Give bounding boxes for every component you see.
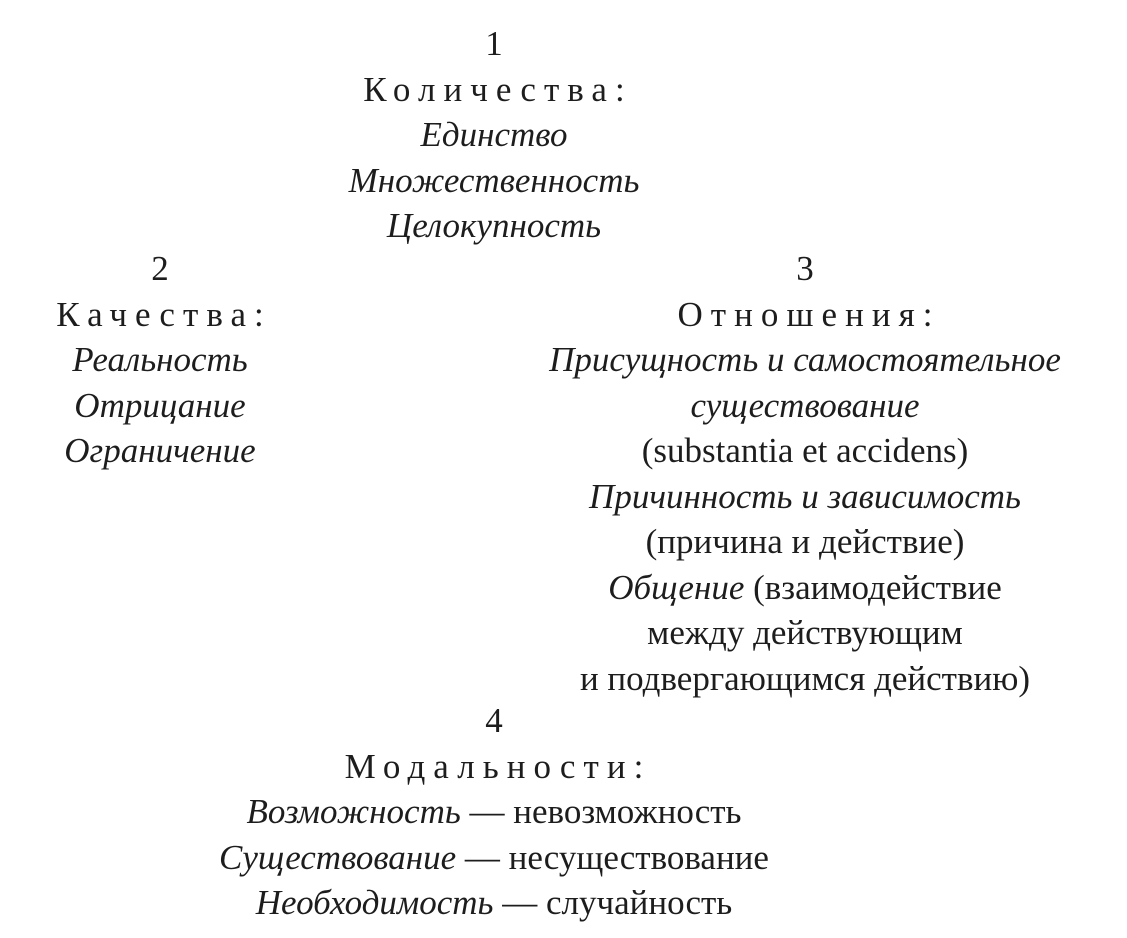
relation-causality-note: (причина и действие) [645, 522, 965, 561]
modality-term: Возможность [246, 792, 461, 831]
quantity-number: 1 [485, 24, 503, 63]
relation-community-note-line3: и подвергающимся действию) [579, 658, 1031, 698]
modality-term: Существование [219, 837, 457, 877]
relation-inherence-line2: существование [690, 385, 920, 425]
quantity-item-unity: Единство [420, 115, 568, 154]
quantity-block [244, 21, 744, 249]
em-dash: — [469, 792, 505, 831]
relation-causality: Причинность и зависимость [589, 476, 1021, 516]
quality-item-reality: Реальность [72, 340, 248, 379]
quantity-item-totality: Целокупность [386, 206, 602, 245]
modality-opposite: невозможность [513, 792, 742, 831]
modality-term: Необходимость [255, 883, 494, 922]
modality-opposite: случайность [546, 883, 733, 922]
relation-heading: Отношения: [677, 294, 941, 334]
em-dash: — [464, 837, 500, 877]
em-dash: — [502, 883, 538, 922]
modality-pair-possibility [194, 789, 794, 835]
modality-pair-necessity [194, 880, 794, 926]
relation-community: Общение [608, 567, 745, 607]
relation-inherence-latin: (substantia et accidens) [641, 431, 969, 470]
relation-inherence-line1: Присущность и самостоятельное [549, 340, 1061, 379]
quality-item-negation: Отрицание [74, 385, 246, 425]
modality-block [194, 698, 794, 926]
quantity-heading: Количества: [363, 69, 633, 109]
quality-heading: Качества: [56, 294, 272, 334]
relation-community-note-line2: между действующим [647, 613, 963, 652]
quality-number: 2 [151, 249, 169, 288]
quality-item-limitation: Ограничение [64, 431, 256, 470]
modality-number: 4 [485, 701, 503, 740]
quality-block [10, 246, 310, 474]
modality-pair-existence [194, 835, 794, 881]
quantity-item-plurality: Множественность [348, 160, 640, 200]
relation-community-note-line1: (взаимодействие [753, 567, 1002, 607]
relation-block [505, 246, 1105, 701]
relation-number: 3 [796, 249, 814, 288]
modality-opposite: несуществование [508, 837, 769, 877]
modality-heading: Модальности: [344, 746, 652, 786]
relation-community-line [505, 565, 1105, 611]
